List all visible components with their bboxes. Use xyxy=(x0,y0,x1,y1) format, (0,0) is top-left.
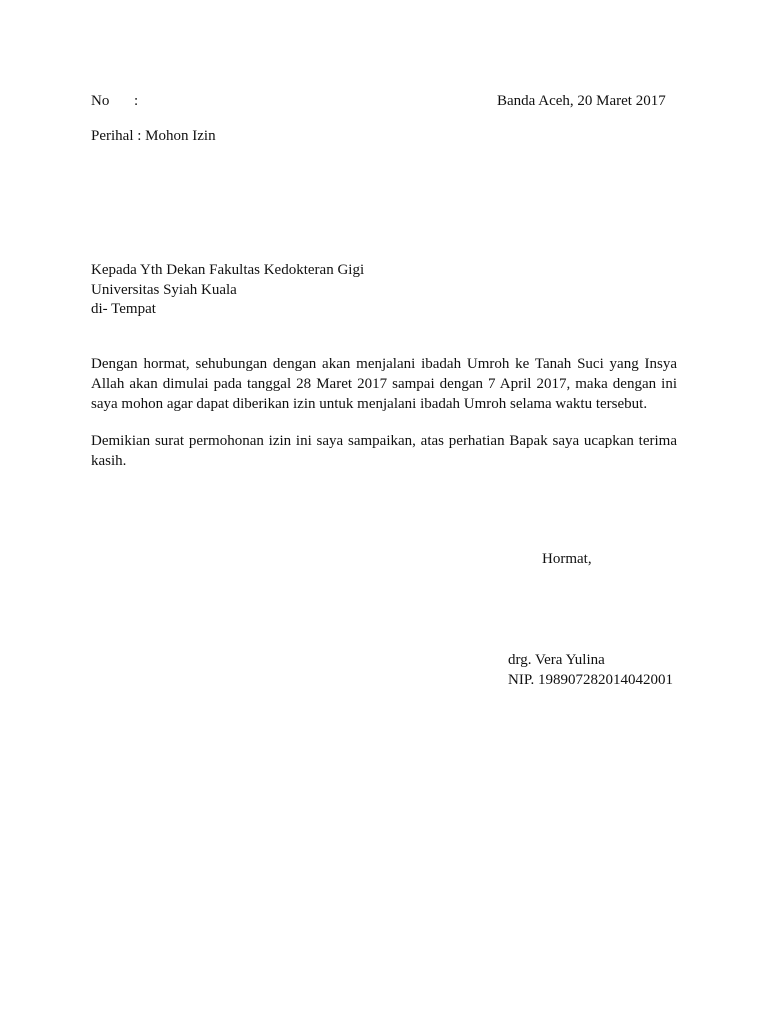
letter-subject: Perihal : Mohon Izin xyxy=(91,128,216,144)
signer-nip: NIP. 198907282014042001 xyxy=(508,672,674,688)
body-paragraph-1: Dengan hormat, sehubungan dengan akan menjalani ibadah Umroh ke Tanah Suci yang Insya Allah akan dimulai pada tanggal 28 Maret 2017 sampai dengan 7 April 2017, maka dengan ini saya mohon agar dapat diberikan izin untuk menjalani ibadah Umroh selama waktu tersebut. xyxy=(91,356,677,412)
letter-place-date: Banda Aceh, 20 Maret 2017 xyxy=(497,93,666,109)
recipient-line-2: Universitas Syiah Kuala xyxy=(91,282,237,298)
recipient-line-3: di- Tempat xyxy=(91,301,156,317)
signer-name: drg. Vera Yulina xyxy=(508,652,605,668)
body-paragraph-2: Demikian surat permohonan izin ini saya sampaikan, atas perhatian Bapak saya ucapkan terima kasih. xyxy=(91,433,677,469)
letter-number-label: No xyxy=(91,93,110,109)
recipient-line-1: Kepada Yth Dekan Fakultas Kedokteran Gigi xyxy=(91,262,365,278)
letter-number-colon: : xyxy=(134,93,139,109)
closing-salutation: Hormat, xyxy=(542,551,592,567)
